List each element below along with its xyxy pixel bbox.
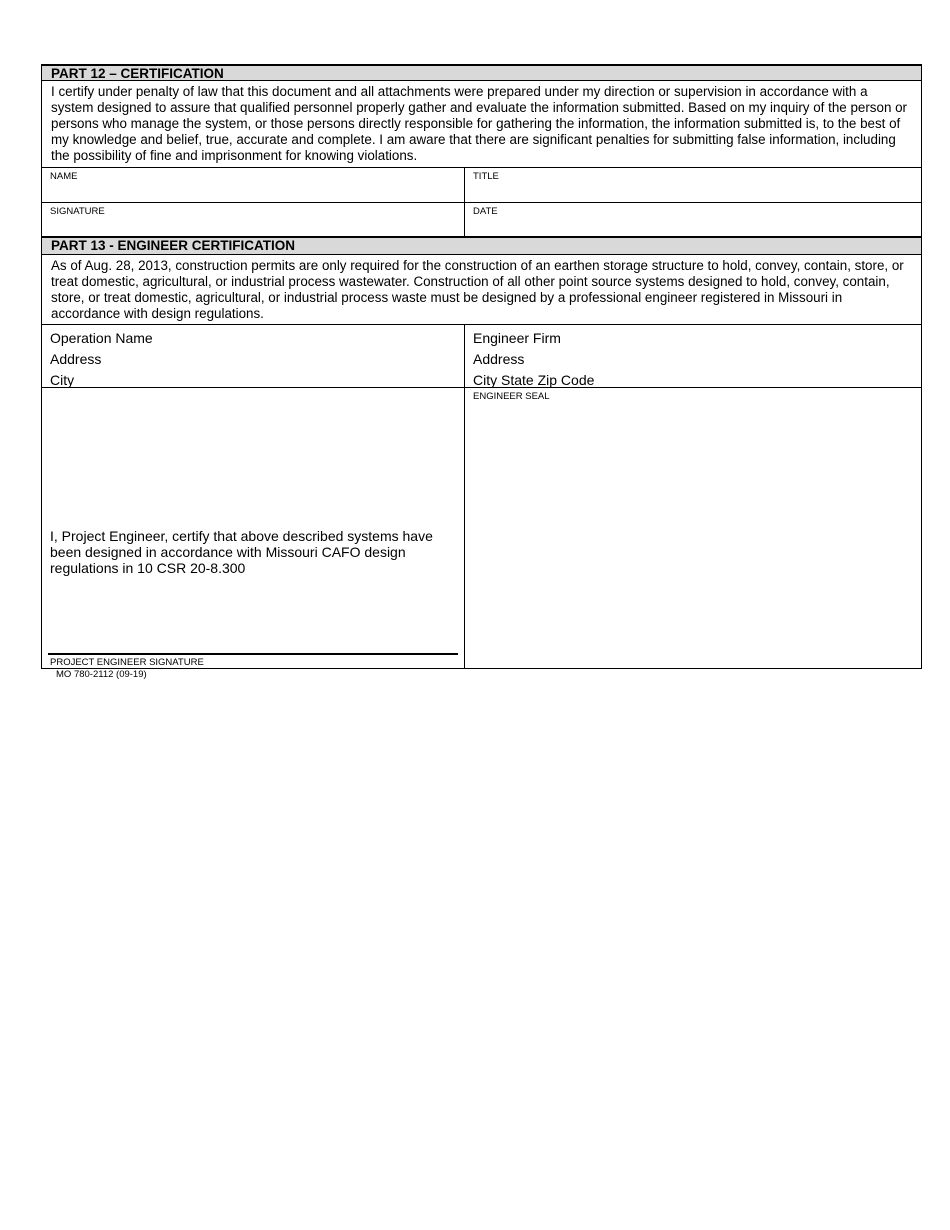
engineer-info [465, 325, 921, 387]
engineer-seal-label: ENGINEER SEAL [473, 391, 550, 402]
part-12-header [41, 64, 922, 81]
operation-address-field[interactable]: Address [50, 351, 102, 367]
signature-field[interactable] [42, 203, 465, 236]
engineer-seal-box[interactable] [465, 388, 921, 668]
name-field[interactable] [42, 168, 465, 202]
date-field[interactable] [465, 203, 921, 236]
engineer-city-state-zip-field[interactable]: City State Zip Code [473, 372, 595, 388]
title-field[interactable] [465, 168, 921, 202]
engineer-firm-field[interactable]: Engineer Firm [473, 330, 561, 346]
part-12-title: PART 12 – CERTIFICATION [51, 66, 224, 81]
engineer-address-field[interactable]: Address [473, 351, 525, 367]
name-label: NAME [50, 171, 78, 182]
name-title-row [41, 168, 922, 203]
project-engineer-signature-label: PROJECT ENGINEER SIGNATURE [50, 657, 204, 668]
part-12-statement-text: I certify under penalty of law that this document and all attachments were prepared under my direction or supervision in accordance with a system designed to assure that qualified personnel properly gather and evaluate the information submitted. Based on my inquiry of the person or persons who manage the system, or those persons directly responsible for gathering the information, the information submitted is, to the best of my knowledge and belief, true, accurate and complete. I am aware that there are significant penalties for submitting false information, including the possibility of fine and imprisonment for knowing violations. [51, 84, 908, 163]
engineer-certify-text: I, Project Engineer, certify that above described systems have been designed in accordance with Missouri CAFO design regulations in 10 CSR 20-8.300 [50, 528, 433, 576]
project-engineer-signature-line[interactable] [48, 653, 458, 655]
part-12-statement [41, 81, 922, 168]
operation-engineer-info-row [41, 325, 922, 388]
title-label: TITLE [473, 171, 499, 182]
part-13-statement-text: As of Aug. 28, 2013, construction permits are only required for the construction of an earthen storage structure to hold, convey, contain, store, or treat domestic, agricultural, or industrial process wastewater. Construction of all other point source systems designed to hold, convey, contain, store, or treat domestic, agricultural, or industrial process waste must be designed by a professional engineer registered in Missouri in accordance with design regulations. [51, 258, 904, 321]
signature-label: SIGNATURE [50, 206, 105, 217]
engineer-certify-cell [42, 388, 465, 668]
part-13-header [41, 238, 922, 255]
operation-name-field[interactable]: Operation Name [50, 330, 153, 346]
date-label: DATE [473, 206, 498, 217]
form-number: MO 780-2112 (09-19) [56, 669, 147, 680]
operation-info [42, 325, 465, 387]
certification-form [41, 64, 922, 669]
part-13-statement [41, 255, 922, 325]
signature-date-row [41, 203, 922, 238]
part-13-title: PART 13 - ENGINEER CERTIFICATION [51, 238, 296, 253]
engineer-signature-seal-row [41, 388, 922, 669]
operation-city-field[interactable]: City [50, 372, 75, 388]
